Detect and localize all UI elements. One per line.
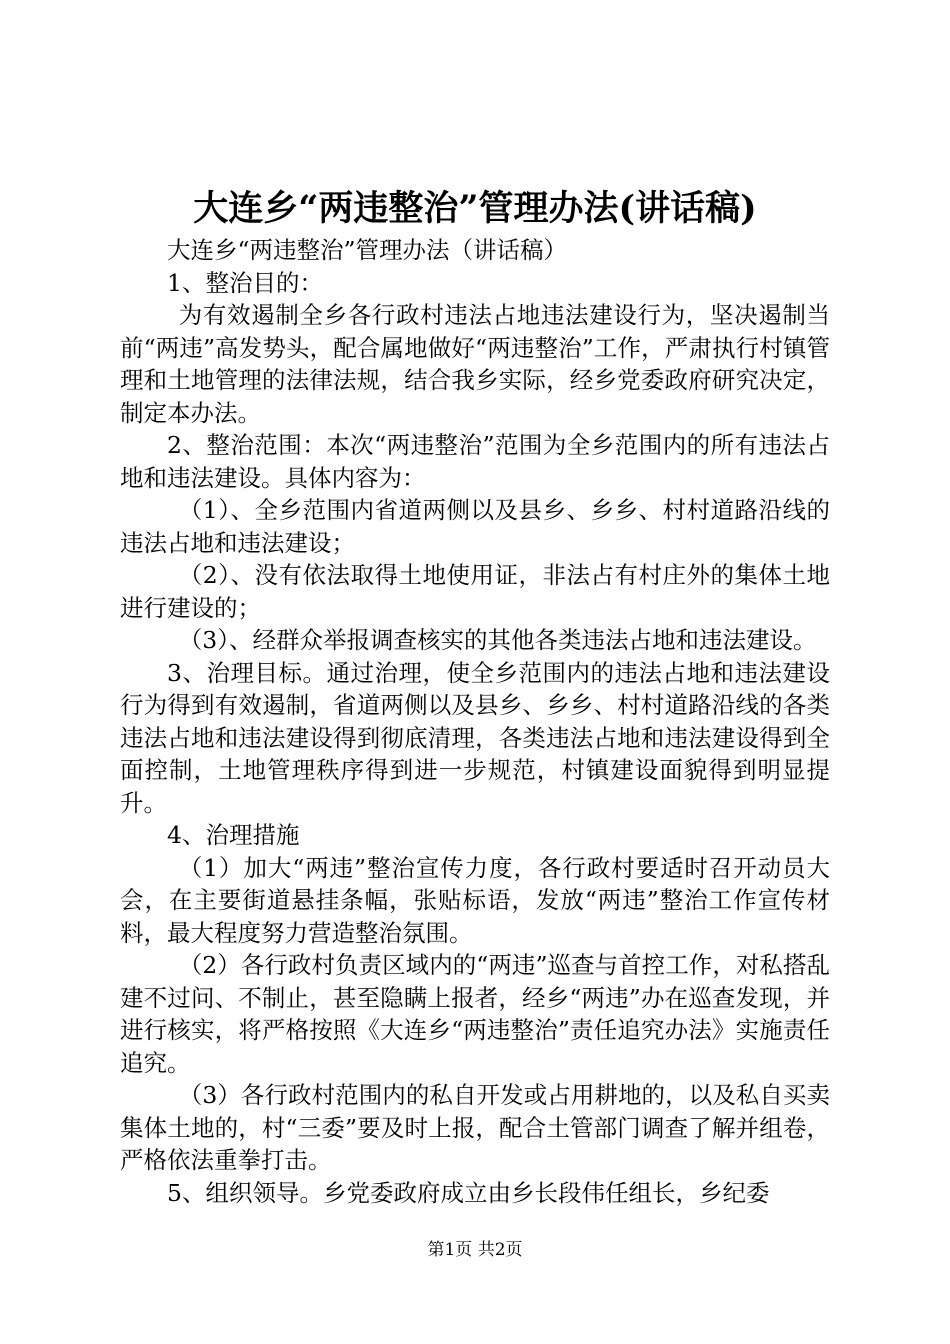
paragraph: 为有效遏制全乡各行政村违法占地违法建设行为，坚决遏制当前“两违”高发势头，配合属地做好“两违整治”工作，严肃执行村镇管理和土地管理的法律法规，结合我乡实际，经乡党委政府研究决定，制定本办法。 xyxy=(120,301,830,427)
paragraph: （1）、全乡范围内省道两侧以及县乡、乡乡、村村道路沿线的违法占地和违法建设； xyxy=(120,496,830,557)
document-title: 大连乡“两违整治”管理办法(讲话稿) xyxy=(193,188,757,229)
paragraph: 4、治理措施 xyxy=(167,821,300,849)
paragraph: 大连乡“两违整治”管理办法（讲话稿） xyxy=(167,236,568,264)
paragraph: （3）各行政村范围内的私自开发或占用耕地的，以及私自买卖集体土地的，村“三委”要及时上报，配合土管部门调查了解并组卷，严格依法重拳打击。 xyxy=(120,1081,830,1174)
paragraph: 5、组织领导。乡党委政府成立由乡长段伟任组长，乡纪委 xyxy=(167,1178,770,1207)
paragraph: 2、整治范围：本次“两违整治”范围为全乡范围内的所有违法占地和违法建设。具体内容为： xyxy=(120,431,830,492)
paragraph: （2）、没有依法取得土地使用证，非法占有村庄外的集体土地进行建设的； xyxy=(120,561,830,622)
paragraph: 1、整治目的： xyxy=(167,268,323,297)
paragraph: 3、治理目标。通过治理，使全乡范围内的违法占地和违法建设行为得到有效遏制，省道两侧以及县乡、乡乡、村村道路沿线的各类违法占地和违法建设得到彻底清理，各类违法占地和违法建设得到全面控制，土地管理秩序得到进一步规范，村镇建设面貌得到明显提升。 xyxy=(120,658,830,817)
paragraph: （3）、经群众举报调查核实的其他各类违法占地和违法建设。 xyxy=(178,626,817,654)
page-number-footer: 第1页 共2页 xyxy=(427,1240,523,1260)
paragraph: （1）加大“两违”整治宣传力度，各行政村要适时召开动员大会，在主要街道悬挂条幅，张贴标语，发放“两违”整治工作宣传材料，最大程度努力营造整治氛围。 xyxy=(120,853,830,947)
paragraph: （2）各行政村负责区域内的“两违”巡查与首控工作，对私搭乱建不过问、不制止，甚至隐瞒上报者，经乡“两违”办在巡查发现，并进行核实，将严格按照《大连乡“两违整治”责任追究办法》实施责任追究。 xyxy=(120,951,830,1077)
document-body xyxy=(120,234,830,1209)
